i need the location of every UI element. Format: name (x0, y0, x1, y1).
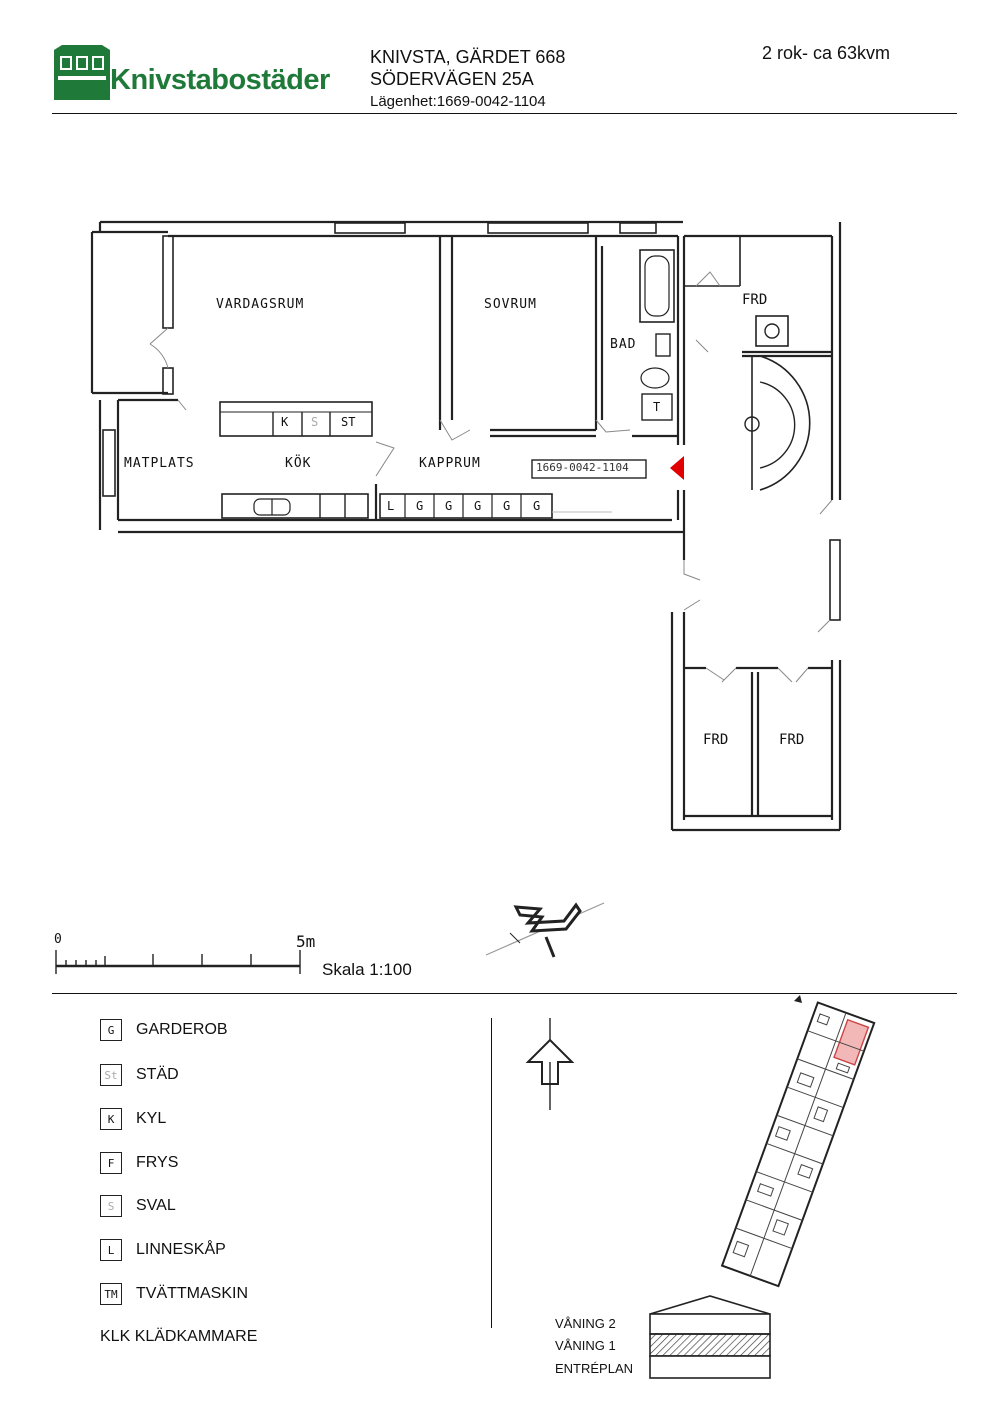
legend-code: G (100, 1019, 122, 1041)
fixture-garderob: G (474, 499, 482, 513)
room-kok: KÖK (285, 456, 312, 471)
apartment-number: Lägenhet:1669-0042-1104 (370, 93, 546, 110)
legend-item (100, 1237, 226, 1263)
fixture-garderob: G (503, 499, 511, 513)
scale-bar-graphic (52, 930, 312, 980)
legend-item (100, 1017, 228, 1043)
legend-code: K (100, 1108, 122, 1130)
site-north-arrow-icon (524, 1018, 576, 1110)
brand-logo (52, 42, 330, 104)
room-vardagsrum: VARDAGSRUM (216, 297, 305, 312)
apartment-tag: 1669-0042-1104 (536, 461, 629, 474)
legend-item (100, 1106, 166, 1132)
site-plan (690, 995, 880, 1295)
legend-code: S (100, 1195, 122, 1217)
fixture-stad: ST (341, 415, 356, 429)
floor-stack-diagram (648, 1292, 774, 1382)
header-divider (52, 113, 957, 114)
room-frd-right: FRD (779, 732, 805, 748)
fixture-toilet: T (653, 400, 661, 414)
floor-vaning1: VÅNING 1 (555, 1338, 616, 1353)
fixture-garderob: G (533, 499, 541, 513)
north-arrow-icon (480, 885, 610, 965)
legend-item (100, 1193, 176, 1219)
room-frd-top: FRD (742, 292, 768, 308)
room-kapprum: KAPPRUM (419, 456, 481, 471)
fixture-kyl: K (281, 415, 289, 429)
legend-item (100, 1281, 248, 1307)
fixture-garderob: G (445, 499, 453, 513)
room-matplats: MATPLATS (124, 456, 195, 471)
room-frd-left: FRD (703, 732, 729, 748)
legend-label: FRYS (136, 1154, 179, 1171)
scale-label: Skala 1:100 (322, 960, 412, 979)
legend-label: TVÄTTMASKIN (136, 1285, 249, 1302)
brand-name: Knivstabostäder (110, 64, 330, 96)
legend-item (100, 1150, 178, 1176)
room-bad: BAD (610, 337, 637, 352)
legend-label: SVAL (136, 1197, 176, 1214)
building-logo-icon (52, 42, 112, 104)
legend-vertical-divider (491, 1018, 492, 1328)
fixture-garderob: G (416, 499, 424, 513)
legend-label: KYL (136, 1110, 167, 1127)
legend-divider (52, 993, 957, 994)
legend-code: F (100, 1152, 122, 1174)
legend-label: GARDEROB (136, 1021, 228, 1038)
legend-code: L (100, 1239, 122, 1261)
scale-five: 5m (296, 932, 316, 951)
legend-label: STÄD (136, 1066, 179, 1083)
fixture-sval: S (311, 415, 319, 429)
legend-label: LINNESKÅP (136, 1241, 226, 1258)
legend-note: KLK KLÄDKAMMARE (100, 1328, 258, 1345)
size-summary: 2 rok- ca 63kvm (762, 43, 891, 63)
legend-code: St (100, 1064, 122, 1086)
room-sovrum: SOVRUM (484, 297, 537, 312)
entrance-marker-icon (670, 456, 684, 480)
scale-bar (52, 930, 452, 990)
fixture-linneskap: L (387, 499, 395, 513)
legend-code: TM (100, 1283, 122, 1305)
floor-vaning2: VÅNING 2 (555, 1316, 616, 1331)
legend-item (100, 1062, 179, 1088)
address-line-1: KNIVSTA, GÄRDET 668 (370, 47, 566, 67)
address-line-2: SÖDERVÄGEN 25A (370, 69, 534, 89)
floor-entreplan: ENTRÉPLAN (555, 1361, 634, 1376)
scale-zero: 0 (54, 932, 62, 947)
